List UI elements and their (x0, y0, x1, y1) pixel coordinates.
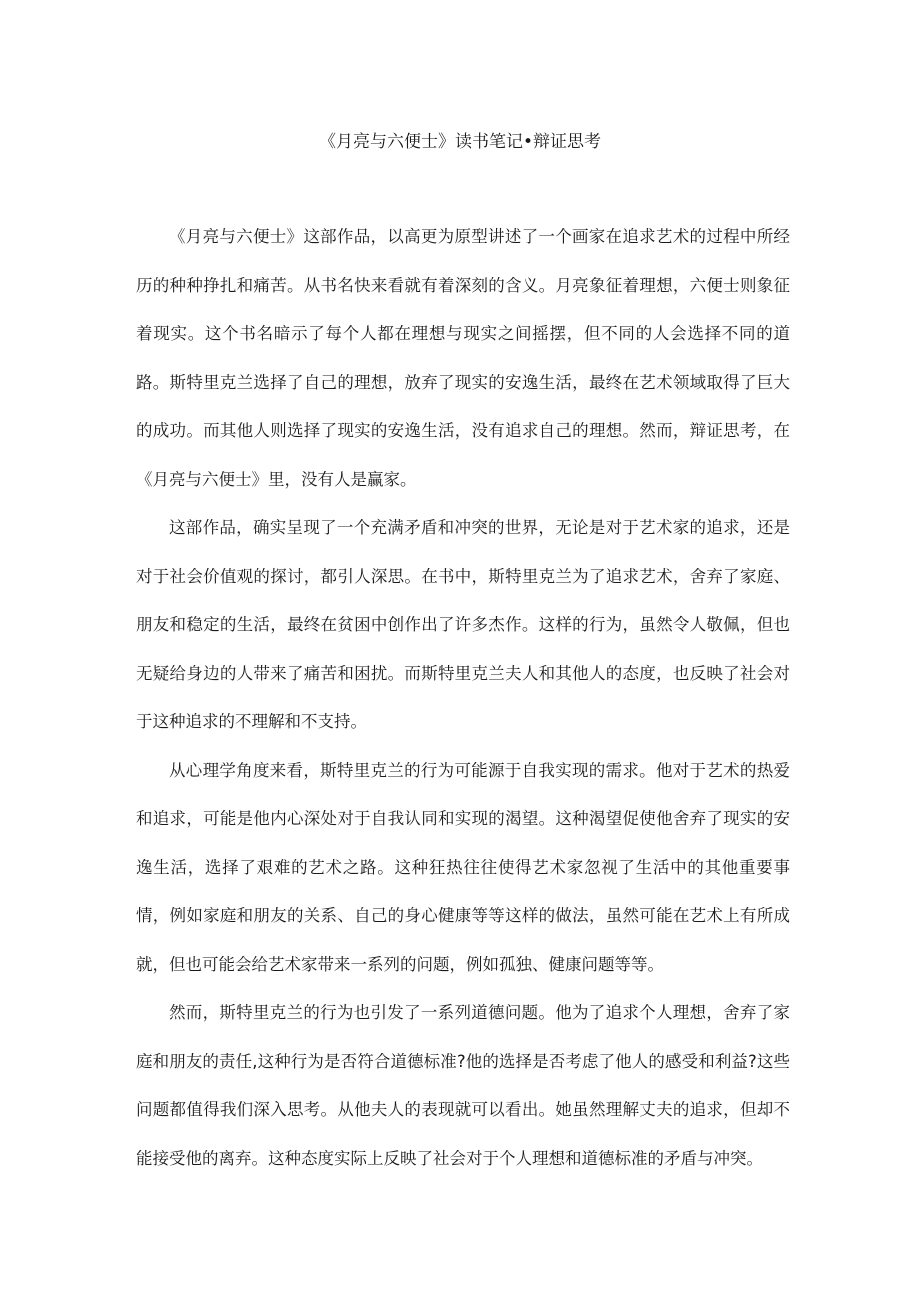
paragraph-4: 然而，斯特里克兰的行为也引发了一系列道德问题。他为了追求个人理想，舍弃了家庭和朋友的责任,这种行为是否符合道德标准?他的选择是否考虑了他人的感受和利益?这些问题都值得我们深入思考。从他夫人的表现就可以看出。她虽然理解丈夫的追求，但却不能接受他的离弃。这种态度实际上反映了社会对于个人理想和道德标准的矛盾与冲突。 (136, 1003, 790, 1168)
paragraph-2: 这部作品，确实呈现了一个充满矛盾和冲突的世界，无论是对于艺术家的追求，还是对于社会价值观的探讨，都引人深思。在书中，斯特里克兰为了追求艺术，舍弃了家庭、朋友和稳定的生活，最终在贫困中创作出了许多杰作。这样的行为，虽然令人敬佩，但也无疑给身边的人带来了痛苦和困扰。而斯特里克兰夫人和其他人的态度，也反映了社会对于这种追求的不理解和不支持。 (136, 518, 790, 731)
document-title: 《月亮与六便士》读书笔记•辩证思考 (318, 132, 602, 152)
document-body (136, 213, 790, 1183)
paragraph-1: 《月亮与六便士》这部作品，以高更为原型讲述了一个画家在追求艺术的过程中所经历的种种挣扎和痛苦。从书名快来看就有着深刻的含义。月亮象征着理想，六便士则象征着现实。这个书名暗示了每个人都在理想与现实之间摇摆，但不同的人会选择不同的道路。斯特里克兰选择了自己的理想，放弃了现实的安逸生活，最终在艺术领域取得了巨大的成功。而其他人则选择了现实的安逸生活，没有追求自己的理想。然而，辩证思考，在《月亮与六便士》里，没有人是赢家。 (136, 227, 790, 489)
paragraph-3: 从心理学角度来看，斯特里克兰的行为可能源于自我实现的需求。他对于艺术的热爱和追求，可能是他内心深处对于自我认同和实现的渴望。这种渴望促使他舍弃了现实的安逸生活，选择了艰难的艺术之路。这种狂热往往使得艺术家忽视了生活中的其他重要事情，例如家庭和朋友的关系、自己的身心健康等等这样的做法，虽然可能在艺术上有所成就，但也可能会给艺术家带来一系列的问题，例如孤独、健康问题等等。 (136, 760, 790, 974)
